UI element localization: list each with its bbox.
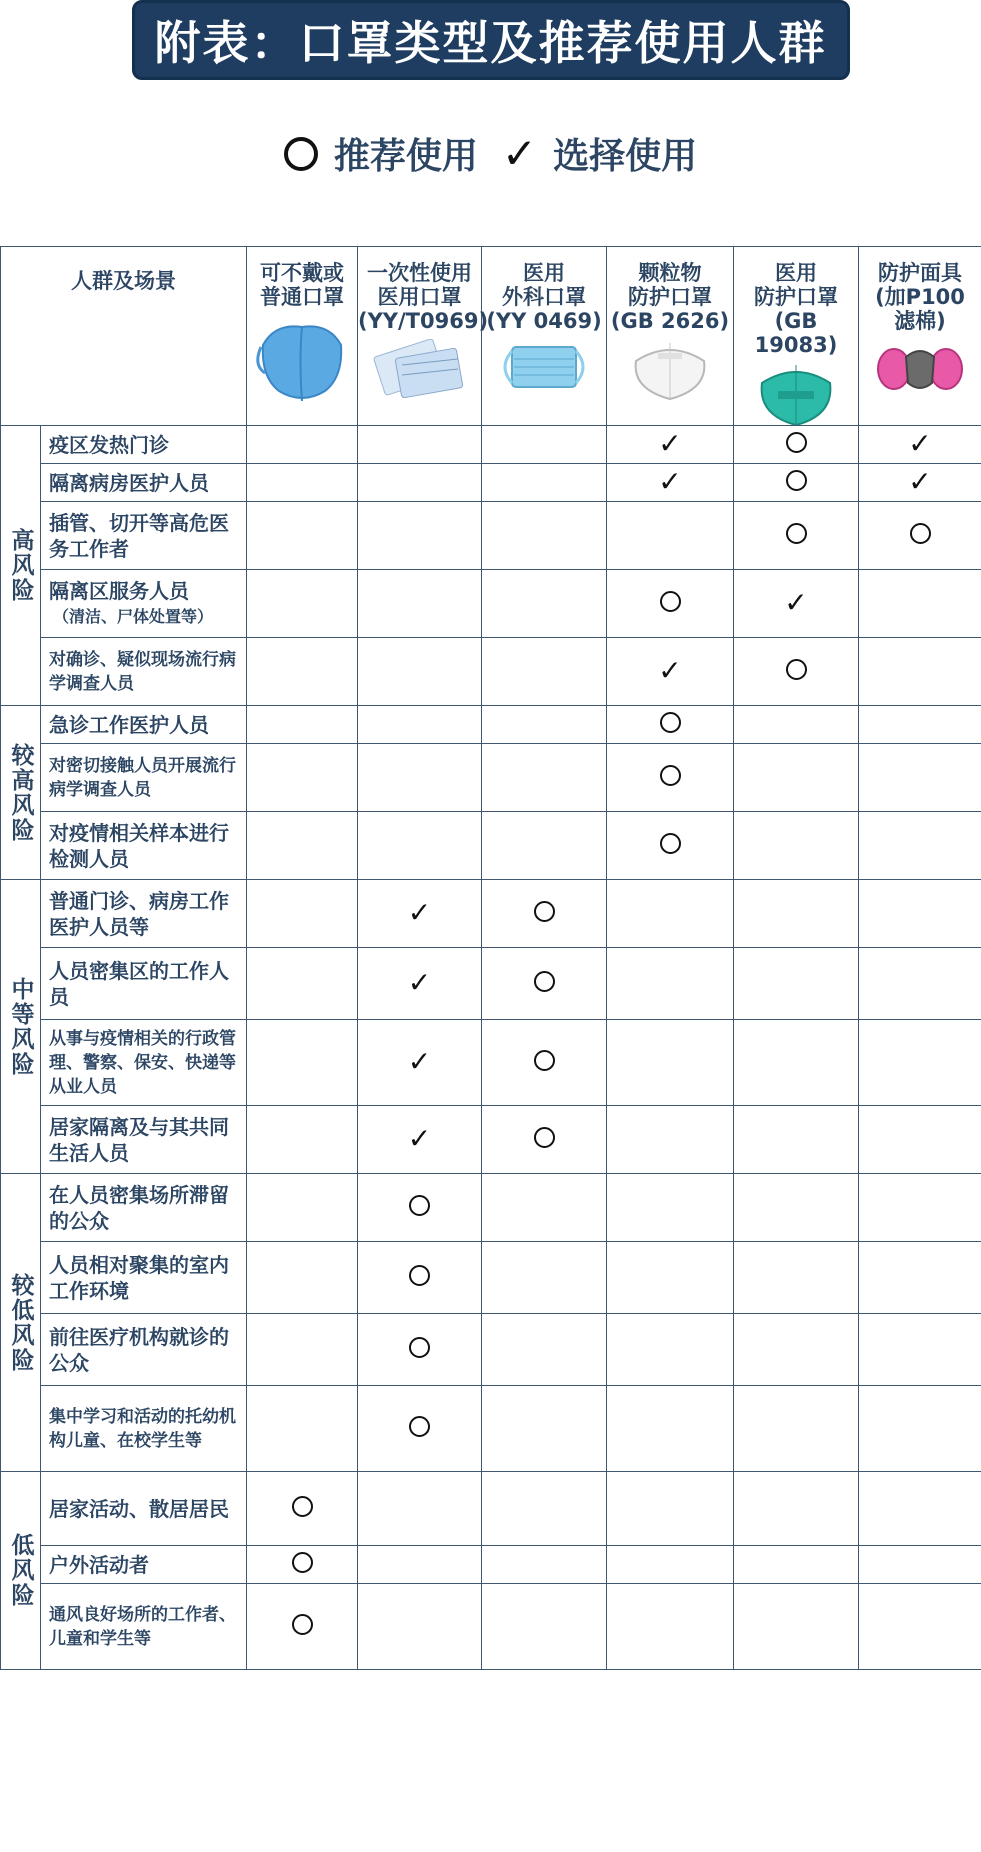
mark-cell (734, 1546, 859, 1584)
circle-icon (534, 901, 555, 922)
header-line: 颗粒物 (638, 261, 702, 285)
mark-cell (358, 1106, 482, 1174)
mark-cell (734, 1242, 859, 1314)
table-row (1, 812, 981, 880)
mark-cell (247, 502, 358, 570)
circle-icon (292, 1552, 313, 1573)
mark-cell (482, 638, 607, 706)
mark-cell (247, 744, 358, 812)
mark-cell (859, 880, 981, 948)
risk-level-label: 较高风险 (1, 706, 41, 880)
header-mask-plain (247, 247, 358, 426)
circle-icon (409, 1195, 430, 1216)
check-icon: ✓ (784, 585, 808, 619)
mark-cell (482, 1314, 607, 1386)
legend-circle-label: 推荐使用 (333, 136, 478, 177)
mark-cell (607, 1472, 734, 1546)
header-line: (GB 19083) (754, 309, 838, 357)
mark-cell (859, 1314, 981, 1386)
mark-cell (859, 1174, 981, 1242)
scene-label: 插管、切开等高危医务工作者 (49, 510, 229, 561)
header-line: 防护面具 (878, 261, 962, 285)
mark-cell (358, 948, 482, 1020)
circle-icon (284, 137, 318, 171)
mark-cell (607, 812, 734, 880)
header-row (1, 247, 981, 426)
scene-label: 户外活动者 (49, 1552, 149, 1577)
circle-icon (910, 523, 931, 544)
scene-label: 前往医疗机构就诊的公众 (49, 1324, 229, 1375)
risk-level-label: 中等风险 (1, 880, 41, 1174)
legend-check-label: 选择使用 (553, 136, 698, 177)
mark-cell (859, 1020, 981, 1106)
mark-cell (859, 570, 981, 638)
mark-cell (734, 1472, 859, 1546)
mark-cell (247, 426, 358, 464)
mark-cell (859, 1472, 981, 1546)
surgical-mask-image (496, 339, 592, 395)
mark-cell (358, 812, 482, 880)
page-title: 附表：口罩类型及推荐使用人群 (132, 0, 850, 80)
mark-cell (358, 464, 482, 502)
header-mask-medical-protective (734, 247, 859, 426)
mark-cell (482, 948, 607, 1020)
circle-icon (786, 470, 807, 491)
mark-cell (859, 1584, 981, 1670)
mark-cell (607, 1106, 734, 1174)
mark-cell (482, 1584, 607, 1670)
table-row (1, 744, 981, 812)
table-row (1, 502, 981, 570)
mark-cell (358, 1386, 482, 1472)
mark-cell (734, 638, 859, 706)
scene-label: 对疫情相关样本进行检测人员 (49, 820, 229, 871)
mark-cell (734, 706, 859, 744)
scene-cell (41, 880, 247, 948)
mark-cell (482, 426, 607, 464)
circle-icon (409, 1337, 430, 1358)
mark-cell (734, 426, 859, 464)
mark-cell (482, 1020, 607, 1106)
mark-cell (358, 1174, 482, 1242)
mark-cell (607, 638, 734, 706)
mark-cell (358, 1314, 482, 1386)
mark-cell (247, 638, 358, 706)
mark-cell (482, 1546, 607, 1584)
header-line: 一次性使用 (367, 261, 472, 285)
risk-level-label: 高风险 (1, 426, 41, 706)
scene-cell (41, 426, 247, 464)
scene-label: 疫区发热门诊 (49, 432, 169, 457)
mark-cell (734, 1386, 859, 1472)
scene-label: 通风良好场所的工作者、儿童和学生等 (49, 1604, 236, 1649)
check-icon: ✓ (658, 653, 682, 687)
mark-cell (482, 1472, 607, 1546)
mark-cell (247, 706, 358, 744)
table-row (1, 1314, 981, 1386)
mark-cell (607, 502, 734, 570)
risk-level-label: 较低风险 (1, 1174, 41, 1472)
circle-icon (786, 432, 807, 453)
scene-cell (41, 812, 247, 880)
header-line: 防护口罩 (628, 285, 712, 309)
risk-level-label: 低风险 (1, 1472, 41, 1670)
mark-cell (607, 1386, 734, 1472)
header-mask-respirator (859, 247, 981, 426)
table-row (1, 948, 981, 1020)
mark-cell (859, 638, 981, 706)
table-row (1, 880, 981, 948)
mark-cell (247, 1106, 358, 1174)
mark-cell (358, 426, 482, 464)
mark-cell (358, 880, 482, 948)
circle-icon (534, 1127, 555, 1148)
check-icon: ✓ (407, 965, 432, 999)
n95-mask-image (622, 339, 718, 401)
mark-cell (358, 502, 482, 570)
mark-cell (482, 570, 607, 638)
mark-cell (859, 744, 981, 812)
header-line: 防护口罩 (754, 285, 838, 309)
header-line: (YY 0469) (486, 309, 602, 333)
mark-cell (734, 744, 859, 812)
table-row (1, 1472, 981, 1546)
title-banner (0, 0, 981, 80)
header-line: 医用口罩 (377, 285, 462, 309)
circle-icon (534, 1050, 555, 1071)
mark-cell (607, 1546, 734, 1584)
mark-cell (859, 812, 981, 880)
scene-cell (41, 1314, 247, 1386)
header-mask-disposable (358, 247, 489, 426)
scene-cell (41, 570, 247, 638)
table-row (1, 1020, 981, 1106)
circle-icon (409, 1265, 430, 1286)
scene-label: 从事与疫情相关的行政管理、警察、保安、快递等从业人员 (49, 1028, 236, 1097)
circle-icon (409, 1416, 430, 1437)
mark-cell (247, 1242, 358, 1314)
mark-cell (247, 812, 358, 880)
mark-cell (482, 502, 607, 570)
scene-label: 普通门诊、病房工作医护人员等 (49, 888, 229, 939)
scene-cell (41, 744, 247, 812)
mark-cell (607, 880, 734, 948)
mark-cell (734, 1584, 859, 1670)
check-icon: ✓ (908, 426, 932, 460)
mark-cell (247, 1314, 358, 1386)
scene-cell (41, 464, 247, 502)
scene-label: 对确诊、疑似现场流行病学调查人员 (49, 649, 236, 694)
mark-cell (607, 1314, 734, 1386)
mark-cell (734, 1106, 859, 1174)
cloth-mask-image (255, 315, 349, 403)
mark-cell (734, 948, 859, 1020)
mark-cell (859, 1386, 981, 1472)
scene-label: 集中学习和活动的托幼机构儿童、在校学生等 (49, 1406, 236, 1451)
table-row (1, 570, 981, 638)
mark-cell (358, 706, 482, 744)
scene-cell (41, 1106, 247, 1174)
scene-label: 隔离病房医护人员 (49, 470, 209, 495)
table-row (1, 1584, 981, 1670)
check-icon: ✓ (407, 895, 432, 929)
disposable-mask-image (372, 339, 468, 401)
green-n95-mask-image (748, 363, 844, 425)
mark-cell (358, 1584, 482, 1670)
mark-cell (482, 1386, 607, 1472)
header-line: 普通口罩 (260, 285, 344, 309)
mark-cell (607, 464, 734, 502)
circle-icon (660, 712, 681, 733)
mark-cell (247, 1584, 358, 1670)
table-row (1, 1546, 981, 1584)
mark-cell (734, 1314, 859, 1386)
respirator-image (872, 339, 968, 395)
mark-cell (247, 1546, 358, 1584)
mark-cell (482, 744, 607, 812)
mark-cell (607, 744, 734, 812)
mark-cell (859, 948, 981, 1020)
circle-icon (292, 1496, 313, 1517)
scene-cell (41, 1174, 247, 1242)
mark-cell (482, 880, 607, 948)
mark-cell (607, 948, 734, 1020)
header-mask-particulate (607, 247, 734, 426)
table-row (1, 1242, 981, 1314)
circle-icon (786, 523, 807, 544)
legend (0, 128, 981, 179)
check-icon: ✓ (407, 1121, 432, 1155)
mark-cell (859, 464, 981, 502)
mark-cell (607, 706, 734, 744)
scene-label: 人员相对聚集的室内工作环境 (49, 1252, 229, 1303)
mark-cell (482, 1242, 607, 1314)
mark-cell (247, 464, 358, 502)
mark-cell (358, 1020, 482, 1106)
header-line: (YY/T0969) (358, 309, 489, 333)
header-line: 可不戴或 (260, 261, 344, 285)
header-mask-surgical (482, 247, 607, 426)
mark-cell (859, 706, 981, 744)
circle-icon (292, 1614, 313, 1635)
scene-cell (41, 1242, 247, 1314)
mark-cell (482, 1106, 607, 1174)
table-row (1, 706, 981, 744)
mark-cell (482, 706, 607, 744)
mark-cell (358, 1242, 482, 1314)
header-line: (加P100 (875, 285, 965, 309)
circle-icon (534, 971, 555, 992)
table-row (1, 464, 981, 502)
circle-icon (660, 833, 681, 854)
mark-cell (607, 570, 734, 638)
mark-cell (358, 1546, 482, 1584)
scene-cell (41, 638, 247, 706)
scene-label: 居家活动、散居居民 (49, 1496, 229, 1521)
scene-cell (41, 948, 247, 1020)
mark-cell (607, 1020, 734, 1106)
scene-label: 居家隔离及与其共同生活人员 (49, 1114, 229, 1165)
table-row (1, 1174, 981, 1242)
table-row (1, 1106, 981, 1174)
check-icon: ✓ (658, 426, 682, 460)
mark-cell (734, 812, 859, 880)
mark-cell (247, 948, 358, 1020)
header-scene: 人群及场景 (1, 247, 247, 426)
mark-cell (358, 570, 482, 638)
table-row (1, 426, 981, 464)
header-line: 滤棉) (894, 309, 946, 333)
mark-cell (734, 1020, 859, 1106)
scene-label: 人员密集区的工作人员 (49, 958, 229, 1009)
check-icon: ✓ (658, 464, 682, 498)
check-icon: ✓ (407, 1044, 432, 1078)
mark-cell (859, 1106, 981, 1174)
mark-cell (734, 464, 859, 502)
scene-cell (41, 1546, 247, 1584)
scene-label: 隔离区服务人员 (49, 578, 189, 603)
scene-cell (41, 1386, 247, 1472)
mark-cell (358, 1472, 482, 1546)
scene-cell (41, 706, 247, 744)
mark-cell (607, 426, 734, 464)
header-line: 外科口罩 (502, 285, 586, 309)
table-row (1, 1386, 981, 1472)
header-line: 医用 (775, 261, 817, 285)
mark-cell (734, 880, 859, 948)
scene-label: 在人员密集场所滞留的公众 (49, 1182, 229, 1233)
mark-cell (247, 570, 358, 638)
scene-cell (41, 502, 247, 570)
table-row (1, 638, 981, 706)
mark-cell (482, 1174, 607, 1242)
mark-cell (482, 464, 607, 502)
mark-cell (734, 570, 859, 638)
mark-cell (247, 1020, 358, 1106)
mark-cell (247, 1386, 358, 1472)
scene-cell (41, 1472, 247, 1546)
mask-recommendation-table (0, 246, 981, 1670)
circle-icon (786, 659, 807, 680)
scene-note: （清洁、尸体处置等） (53, 606, 214, 626)
check-icon: ✓ (501, 129, 538, 178)
scene-cell (41, 1020, 247, 1106)
mark-cell (247, 1472, 358, 1546)
mark-cell (247, 880, 358, 948)
mark-cell (607, 1584, 734, 1670)
mark-cell (859, 1242, 981, 1314)
mark-cell (247, 1174, 358, 1242)
mark-cell (607, 1174, 734, 1242)
scene-cell (41, 1584, 247, 1670)
scene-label: 对密切接触人员开展流行病学调查人员 (49, 755, 236, 800)
circle-icon (660, 591, 681, 612)
header-line: 医用 (523, 261, 565, 285)
mark-cell (358, 638, 482, 706)
scene-label: 急诊工作医护人员 (49, 712, 209, 737)
mark-cell (734, 502, 859, 570)
mark-cell (859, 1546, 981, 1584)
mark-cell (734, 1174, 859, 1242)
mark-cell (358, 744, 482, 812)
mark-cell (859, 426, 981, 464)
mark-cell (482, 812, 607, 880)
mark-cell (859, 502, 981, 570)
header-line: (GB 2626) (610, 309, 730, 333)
mark-cell (607, 1242, 734, 1314)
circle-icon (660, 765, 681, 786)
check-icon: ✓ (908, 464, 932, 498)
